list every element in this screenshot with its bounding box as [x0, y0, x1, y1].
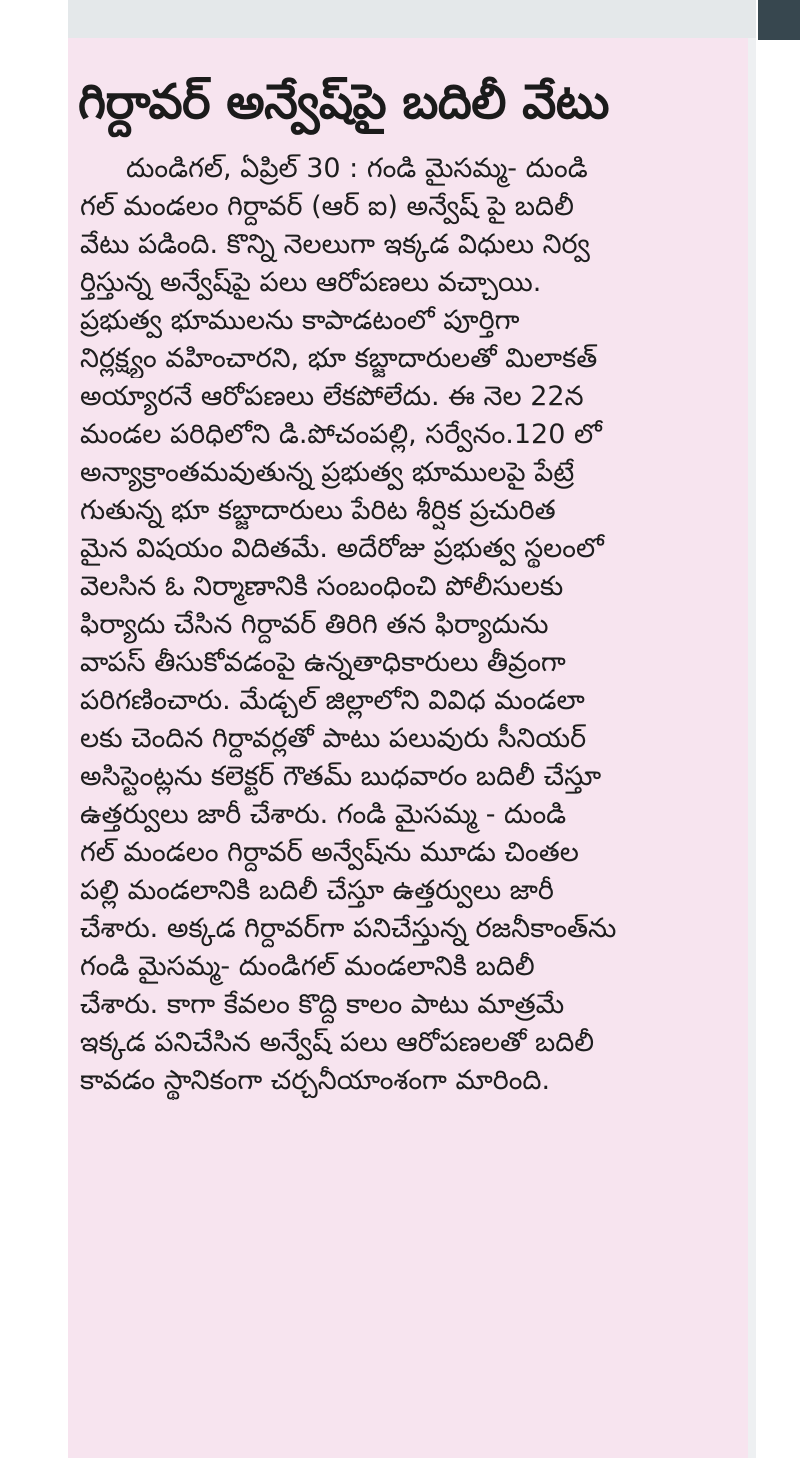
- article-line: ఉత్తర్వులు జారీ చేశారు. గండి మైసమ్మ - దుండి: [80, 799, 567, 830]
- article-line: వెలసిన ఓ నిర్మాణానికి సంబంధించి పోలీసులకు: [80, 571, 564, 602]
- article-line: చేశారు. కాగా కేవలం కొద్ది కాలం పాటు మాత్రమే: [80, 989, 565, 1020]
- article-line: ప్రభుత్వ భూములను కాపాడటంలో పూర్తిగా: [80, 305, 520, 336]
- article-line: గల్ మండలం గిర్దావర్ అన్వేష్‌ను మూడు చింతల: [80, 837, 579, 868]
- article-line: పరిగణించారు. మేడ్చల్ జిల్లాలోని వివిధ మండలా: [80, 685, 585, 716]
- article-line: లకు చెందిన గిర్దావర్లతో పాటు పలువురు సీనియర్: [80, 723, 587, 754]
- article-line: గల్ మండలం గిర్దావర్ (ఆర్ ఐ) అన్వేష్ పై బదిలీ: [80, 191, 574, 222]
- article-line: వాపస్ తీసుకోవడంపై ఉన్నతాధికారులు తీవ్రంగా: [80, 647, 566, 678]
- top-strip: [68, 0, 756, 38]
- article-line: పల్లి మండలానికి బదిలీ చేస్తూ ఉత్తర్వులు జారీ: [80, 875, 554, 906]
- article-line: అసిస్టెంట్లను కలెక్టర్ గౌతమ్ బుధవారం బదిలీ చేస్తూ: [80, 761, 602, 792]
- corner-block: [758, 0, 800, 40]
- article-line: ఇక్కడ పనిచేసిన అన్వేష్ పలు ఆరోపణలతో బదిలీ: [80, 1027, 595, 1058]
- article-line: వేటు పడింది. కొన్ని నెలలుగా ఇక్కడ విధులు నిర్వ: [80, 229, 590, 260]
- article-line: గుతున్న భూ కబ్జాదారులు పేరిట శీర్షిక ప్రచురిత: [80, 495, 556, 526]
- article-headline: గిర్దావర్ అన్వేష్‌పై బదిలీ వేటు: [78, 74, 609, 130]
- article-line: ర్తిస్తున్న అన్వేష్‌పై పలు ఆరోపణలు వచ్చాయి.: [80, 267, 542, 298]
- clipping-edge: [748, 38, 756, 1458]
- article-line: దుండిగల్, ఏప్రిల్ 30 : గండి మైసమ్మ- దుండి: [126, 153, 588, 184]
- article-line: కావడం స్థానికంగా చర్చనీయాంశంగా మారింది.: [80, 1065, 551, 1096]
- article-body: [80, 150, 740, 1100]
- article-line: అయ్యారనే ఆరోపణలు లేకపోలేదు. ఈ నెల 22న: [80, 381, 584, 412]
- article-line: ఫిర్యాదు చేసిన గిర్దావర్ తిరిగి తన ఫిర్యాదును: [80, 609, 549, 640]
- article-line: చేశారు. అక్కడ గిర్దావర్‌గా పనిచేస్తున్న రజనీకాంత్‌ను: [80, 913, 617, 944]
- article-line: మైన విషయం విదితమే. అదేరోజు ప్రభుత్వ స్థలంలో: [80, 533, 604, 564]
- article-line: మండల పరిధిలోని డి.పోచంపల్లి, సర్వేనం.120 లో: [80, 419, 602, 450]
- article-line: నిర్లక్ష్యం వహించారని, భూ కబ్జాదారులతో మిలాకత్: [80, 343, 598, 374]
- article-line: గండి మైసమ్మ- దుండిగల్ మండలానికి బదిలీ: [80, 951, 535, 982]
- article-line: అన్యాక్రాంతమవుతున్న ప్రభుత్వ భూములపై పేట్రే: [80, 457, 575, 488]
